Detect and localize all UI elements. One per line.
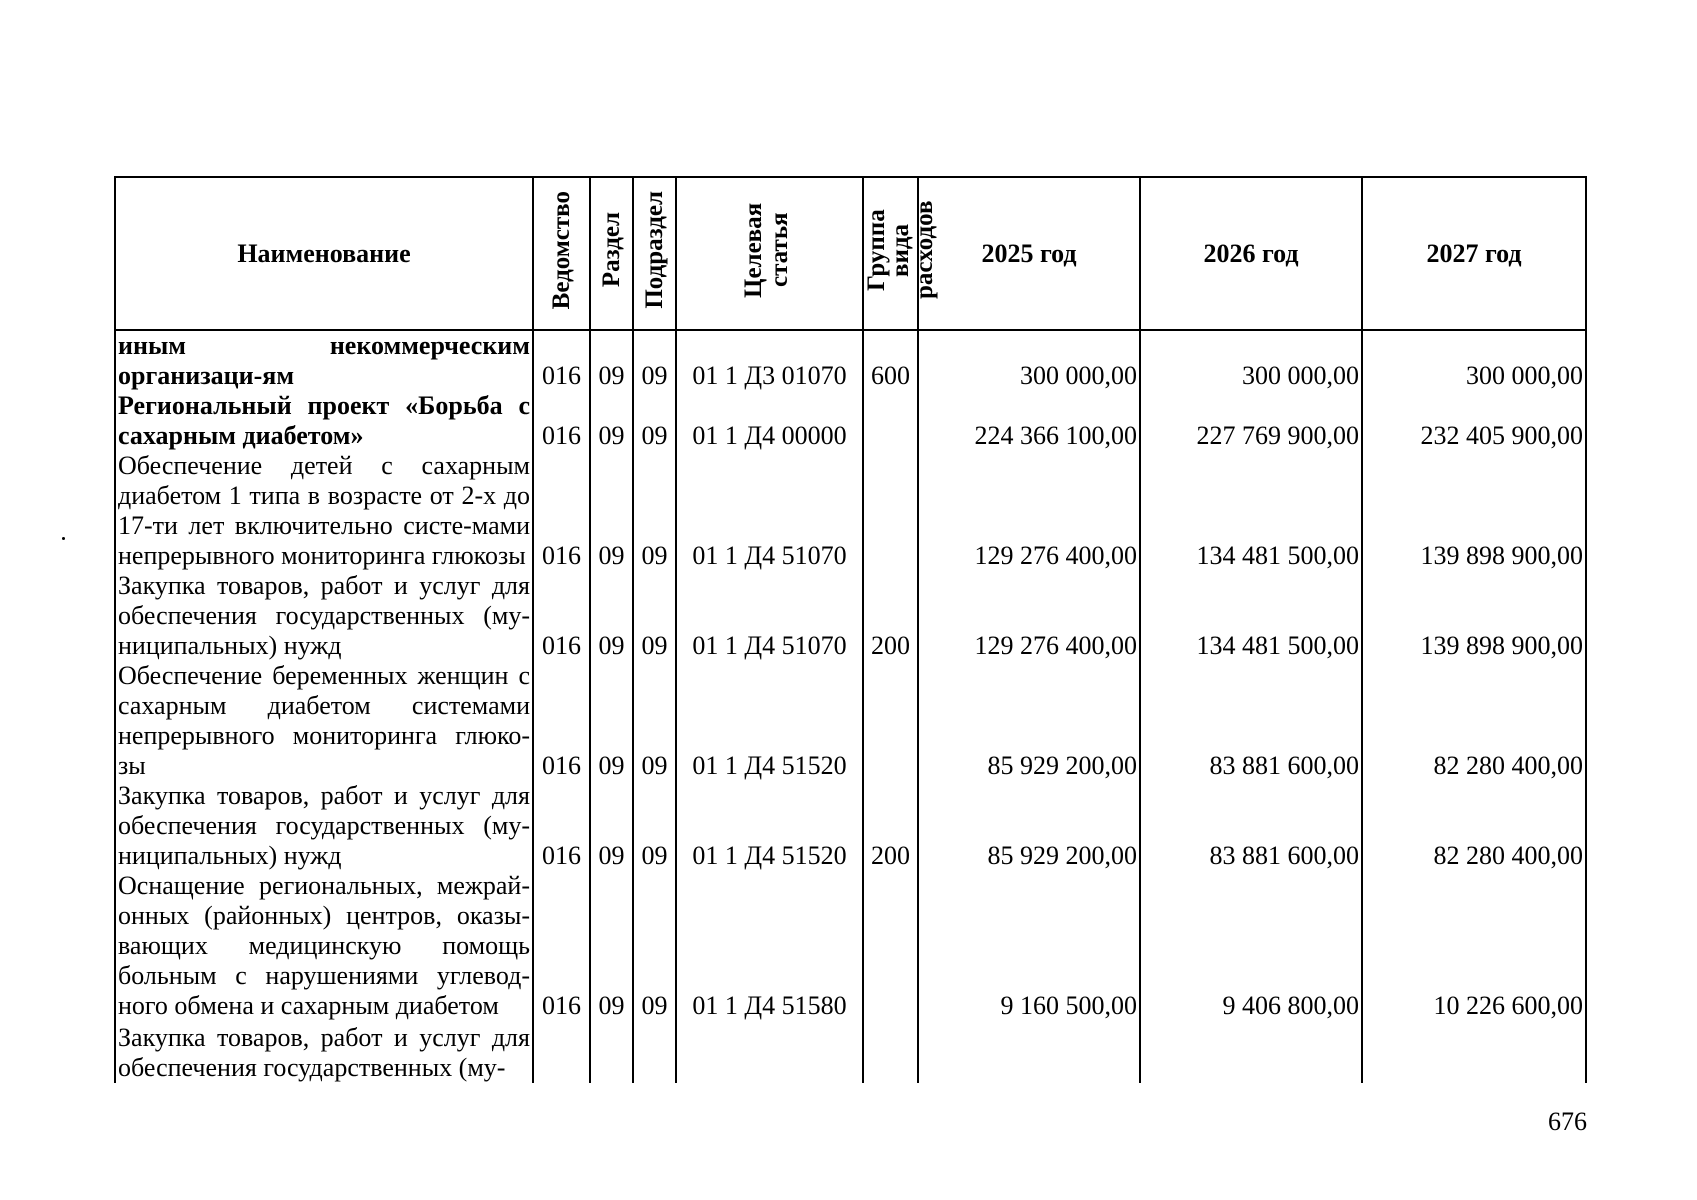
header-2026: 2026 год — [1140, 177, 1362, 330]
cell-y2027: 300 000,00 — [1362, 330, 1586, 391]
cell-subsection: 09 — [633, 391, 676, 451]
cell-y2027: 232 405 900,00 — [1362, 391, 1586, 451]
table-body — [115, 330, 1586, 1083]
cell-target: 01 1 Д4 51520 — [676, 781, 863, 871]
cell-target: 01 1 Д4 51520 — [676, 661, 863, 781]
cell-y2025: 85 929 200,00 — [918, 661, 1140, 781]
cell-name: Региональный проект «Борьба с сахарным диабетом» — [115, 391, 533, 451]
cell-y2027: 139 898 900,00 — [1362, 451, 1586, 571]
cell-group: 200 — [863, 571, 918, 661]
header-group: Группа вида расходов — [863, 177, 918, 330]
cell-dept: 016 — [533, 571, 590, 661]
cell-section: 09 — [590, 451, 633, 571]
cell-target: 01 1 Д4 51580 — [676, 871, 863, 1021]
cell-y2025: 129 276 400,00 — [918, 451, 1140, 571]
cell-y2025: 224 366 100,00 — [918, 391, 1140, 451]
header-dept: Ведомство — [533, 177, 590, 330]
table-row — [115, 330, 1586, 391]
header-target: Целевая статья — [676, 177, 863, 330]
cell-subsection: 09 — [633, 451, 676, 571]
header-section: Раздел — [590, 177, 633, 330]
cell-y2025: 300 000,00 — [918, 330, 1140, 391]
table-row — [115, 781, 1586, 871]
header-subsection: Подраздел — [633, 177, 676, 330]
cell-group: 600 — [863, 330, 918, 391]
cell-subsection: 09 — [633, 871, 676, 1021]
cell-group — [863, 661, 918, 781]
cell-y2026: 227 769 900,00 — [1140, 391, 1362, 451]
cell-y2027: 139 898 900,00 — [1362, 571, 1586, 661]
cell-y2027: 82 280 400,00 — [1362, 661, 1586, 781]
budget-table — [114, 176, 1587, 1083]
cell-y2026: 9 406 800,00 — [1140, 871, 1362, 1021]
cell-section: 09 — [590, 661, 633, 781]
cell-y2025: 85 929 200,00 — [918, 781, 1140, 871]
cell-y2025: 9 160 500,00 — [918, 871, 1140, 1021]
cell-dept: 016 — [533, 781, 590, 871]
table-row — [115, 871, 1586, 1021]
cell-dept: 016 — [533, 330, 590, 391]
cell-section: 09 — [590, 781, 633, 871]
cell-target: 01 1 Д4 51070 — [676, 451, 863, 571]
stray-dot — [62, 537, 65, 540]
cell-dept: 016 — [533, 871, 590, 1021]
cell-dept: 016 — [533, 391, 590, 451]
cell-name: Закупка товаров, работ и услуг для обеспечения государственных (му-ниципальных) нужд — [115, 781, 533, 871]
header-2025: 2025 год — [918, 177, 1140, 330]
cell-y2027: 82 280 400,00 — [1362, 781, 1586, 871]
header-name: Наименование — [115, 177, 533, 330]
cell-y2026: 134 481 500,00 — [1140, 571, 1362, 661]
cell-y2027: 10 226 600,00 — [1362, 871, 1586, 1021]
cell-section: 09 — [590, 571, 633, 661]
table-row — [115, 391, 1586, 451]
cell-group: 200 — [863, 781, 918, 871]
cell-y2026: 134 481 500,00 — [1140, 451, 1362, 571]
cell-name: иным некоммерческим организаци-ям — [115, 330, 533, 391]
cell-section: 09 — [590, 391, 633, 451]
cell-name: Оснащение региональных, межрай-онных (районных) центров, оказы-вающих медицинскую помощь больным с нарушениями углевод-ного обмена и сахарным диабетом — [115, 871, 533, 1021]
cell-y2026: 83 881 600,00 — [1140, 661, 1362, 781]
cell-y2025: 129 276 400,00 — [918, 571, 1140, 661]
table-row-truncated — [115, 1021, 1586, 1083]
cell-subsection: 09 — [633, 661, 676, 781]
cell-section: 09 — [590, 871, 633, 1021]
cell-group — [863, 451, 918, 571]
cell-y2026: 300 000,00 — [1140, 330, 1362, 391]
header-row — [115, 177, 1586, 330]
row-name: Закупка товаров, работ и услуг для обеспечения государственных (му- — [115, 1021, 533, 1083]
cell-group — [863, 871, 918, 1021]
cell-name: Обеспечение детей с сахарным диабетом 1 типа в возрасте от 2-х до 17-ти лет включительно систе-мами непрерывного мониторинга глюкозы — [115, 451, 533, 571]
cell-target: 01 1 Д3 01070 — [676, 330, 863, 391]
cell-target: 01 1 Д4 51070 — [676, 571, 863, 661]
cell-y2026: 83 881 600,00 — [1140, 781, 1362, 871]
table-row — [115, 571, 1586, 661]
cell-dept: 016 — [533, 451, 590, 571]
table-row — [115, 451, 1586, 571]
cell-dept: 016 — [533, 661, 590, 781]
cell-group — [863, 391, 918, 451]
cell-subsection: 09 — [633, 781, 676, 871]
page-number: 676 — [1548, 1107, 1587, 1136]
cell-name: Закупка товаров, работ и услуг для обеспечения государственных (му-ниципальных) нужд — [115, 571, 533, 661]
cell-section: 09 — [590, 330, 633, 391]
table-row — [115, 661, 1586, 781]
cell-target: 01 1 Д4 00000 — [676, 391, 863, 451]
cell-name: Обеспечение беременных женщин с сахарным диабетом системами непрерывного мониторинга глюко-зы — [115, 661, 533, 781]
cell-subsection: 09 — [633, 330, 676, 391]
header-2027: 2027 год — [1362, 177, 1586, 330]
cell-subsection: 09 — [633, 571, 676, 661]
